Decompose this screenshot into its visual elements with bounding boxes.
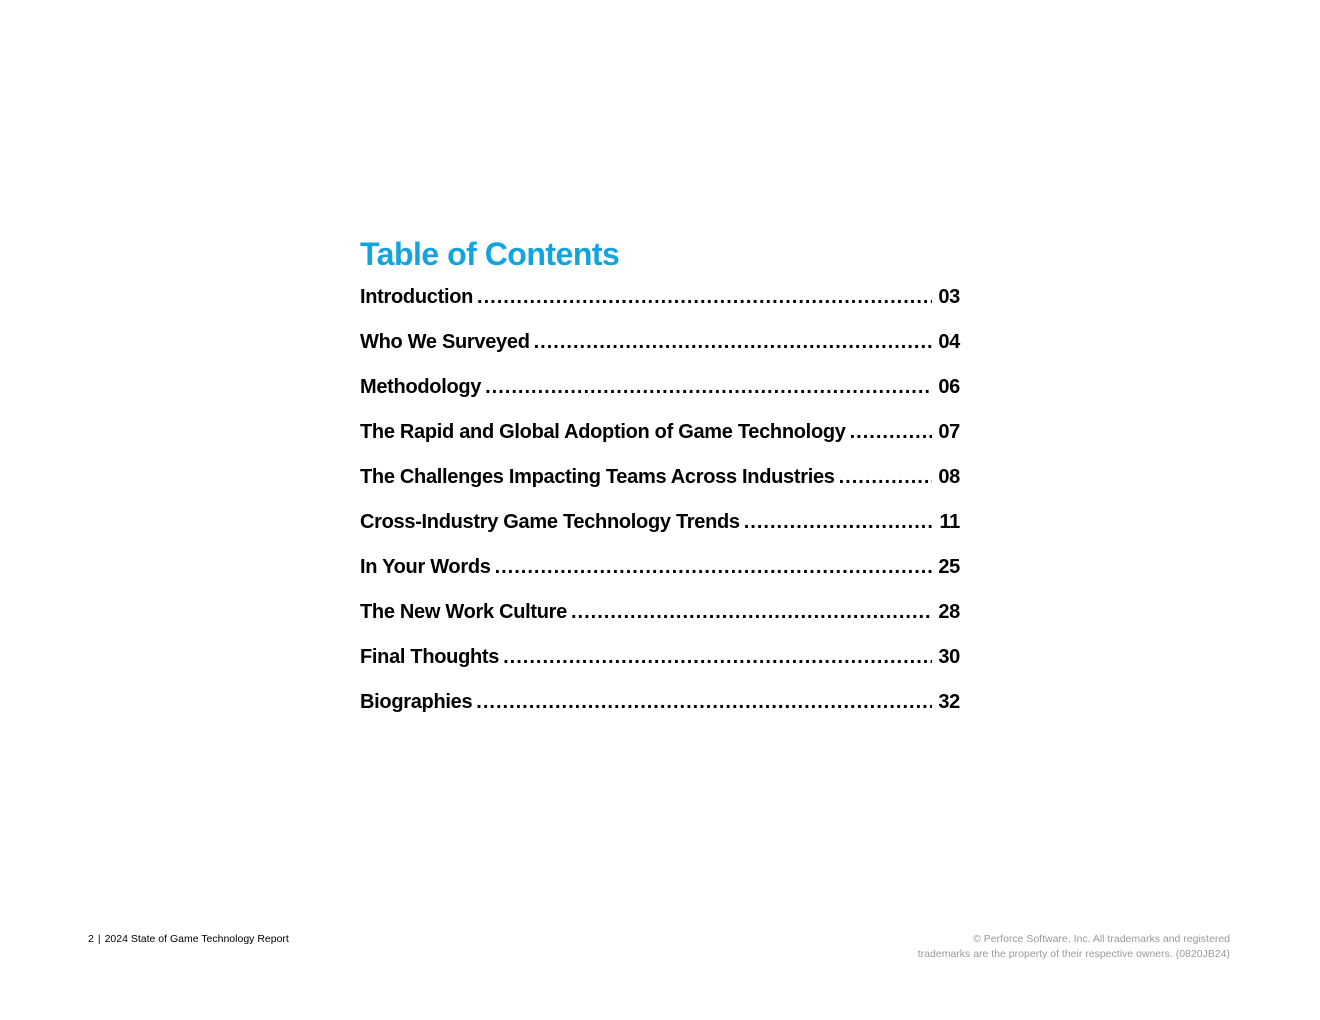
toc-entry-page: 06 <box>938 376 960 398</box>
toc-entry-label: Cross-Industry Game Technology Trends <box>360 511 740 533</box>
toc-entry-label: The New Work Culture <box>360 601 567 623</box>
toc-entry-label: The Challenges Impacting Teams Across Industries <box>360 466 835 488</box>
toc-entry-page: 32 <box>938 691 960 713</box>
table-of-contents <box>360 234 960 736</box>
toc-entry[interactable] <box>360 466 960 511</box>
toc-list <box>360 286 960 736</box>
toc-entry[interactable] <box>360 601 960 646</box>
toc-entry[interactable] <box>360 331 960 376</box>
toc-entry-label: Who We Surveyed <box>360 331 530 353</box>
toc-dot-leader <box>534 331 933 354</box>
toc-entry[interactable] <box>360 421 960 466</box>
page-footer <box>88 932 289 946</box>
toc-entry-page: 04 <box>938 331 960 353</box>
toc-dot-leader <box>839 466 933 489</box>
toc-entry-page: 03 <box>938 286 960 308</box>
toc-entry-label: Final Thoughts <box>360 646 500 668</box>
toc-entry-label: In Your Words <box>360 556 491 578</box>
toc-entry[interactable] <box>360 511 960 556</box>
copyright-notice <box>918 932 1230 962</box>
report-title: 2024 State of Game Technology Report <box>104 933 289 945</box>
toc-entry-label: Methodology <box>360 376 482 398</box>
toc-entry-page: 25 <box>938 556 960 578</box>
toc-entry[interactable] <box>360 691 960 736</box>
toc-entry-label: The Rapid and Global Adoption of Game Technology <box>360 421 846 443</box>
toc-dot-leader <box>477 286 932 309</box>
page-number: 2 <box>88 933 94 945</box>
toc-dot-leader <box>571 601 932 624</box>
toc-entry[interactable] <box>360 286 960 331</box>
toc-entry[interactable] <box>360 556 960 601</box>
toc-entry-page: 07 <box>938 421 960 443</box>
toc-entry-page: 11 <box>939 511 960 533</box>
footer-separator: | <box>97 933 101 945</box>
toc-entry-page: 08 <box>938 466 960 488</box>
page-title: Table of Contents <box>360 236 620 272</box>
toc-entry-page: 28 <box>938 601 960 623</box>
toc-entry[interactable] <box>360 646 960 691</box>
toc-dot-leader <box>485 376 932 399</box>
toc-dot-leader <box>476 691 932 714</box>
copyright-line-2: trademarks are the property of their respective owners. (0820JB24) <box>917 948 1230 960</box>
toc-dot-leader <box>744 511 934 534</box>
toc-dot-leader <box>495 556 933 579</box>
toc-entry-label: Biographies <box>360 691 473 713</box>
copyright-line-1: © Perforce Software, Inc. All trademarks and registered <box>973 933 1230 945</box>
toc-dot-leader <box>503 646 932 669</box>
toc-entry-label: Introduction <box>360 286 474 308</box>
toc-entry[interactable] <box>360 376 960 421</box>
toc-entry-page: 30 <box>938 646 960 668</box>
toc-dot-leader <box>850 421 933 444</box>
